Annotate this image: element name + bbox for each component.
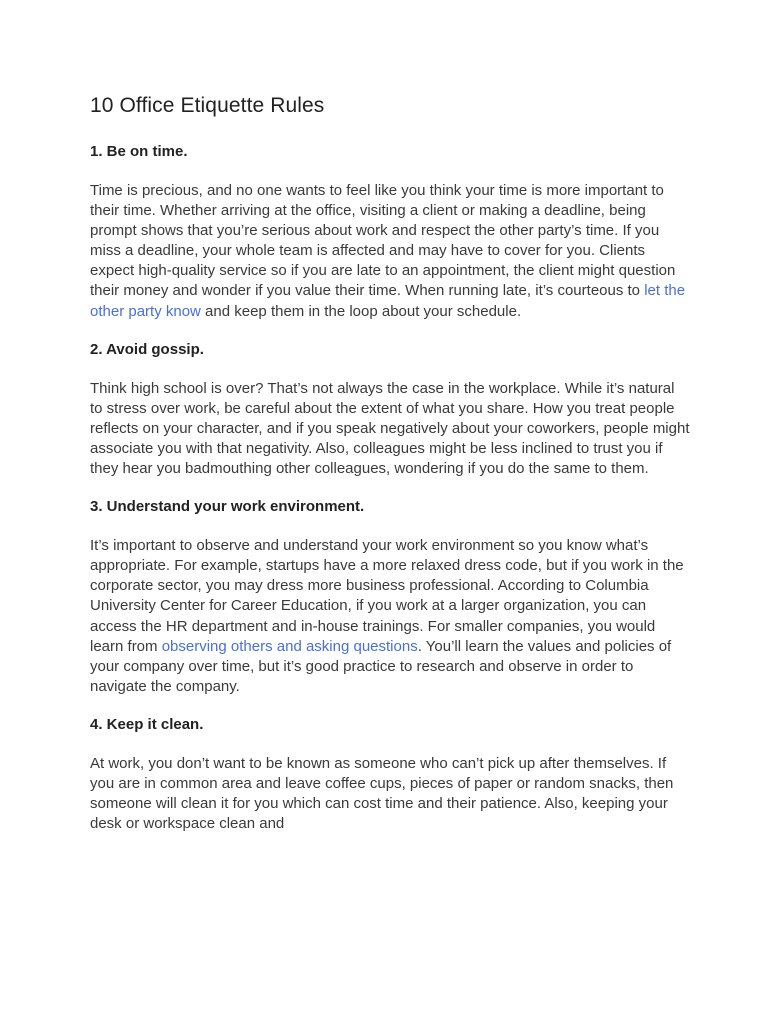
document-page: [90, 92, 690, 852]
section-keep-it-clean: [90, 715, 690, 834]
section-paragraph: [90, 181, 690, 322]
section-paragraph: [90, 536, 690, 697]
paragraph-text: Time is precious, and no one wants to feel like you think your time is more important to their time. Whether arriving at the office, visiting a client or making a deadline, being prompt shows that you’re serious about work and respect the other party’s time. If you miss a deadline, your whole team is affected and may have to cover for you. Clients expect high-quality service so if you are late to an appointment, the client might question their money and wonder if you value their time. When running late, it’s courteous to: [90, 182, 676, 300]
section-avoid-gossip: [90, 340, 690, 479]
section-heading: 4. Keep it clean.: [90, 715, 204, 733]
paragraph-text: . You’ll learn the values and policies of your company over time, but it’s good practice to research and observe in order to navigate the company.: [90, 637, 672, 695]
section-heading: 2. Avoid gossip.: [90, 340, 204, 358]
section-work-environment: [90, 497, 690, 697]
document-title: 10 Office Etiquette Rules: [90, 94, 325, 117]
section-heading: 3. Understand your work environment.: [90, 498, 365, 516]
observing-others-link[interactable]: observing others and asking questions: [161, 637, 418, 655]
section-be-on-time: [90, 142, 690, 322]
paragraph-text: and keep them in the loop about your schedule.: [200, 302, 522, 320]
section-heading: 1. Be on time.: [90, 143, 188, 160]
section-paragraph: At work, you don’t want to be known as someone who can’t pick up after themselves. If you are in common area and leave coffee cups, pieces of paper or random snacks, then someone will clean it for you which can cost time and their patience. Also, keeping your desk or workspace clean and: [90, 754, 674, 833]
paragraph-text: It’s important to observe and understand your work environment so you know what’s appropriate. For example, startups have a more relaxed dress code, but if you work in the corporate sector, you may dress more business professional. According to Columbia University Center for Career Education, if you work at a larger organization, you can access the HR department and in-house trainings. For smaller companies, you would learn from: [90, 537, 684, 655]
let-other-party-know-link[interactable]: let the other party know: [90, 282, 686, 320]
section-paragraph: Think high school is over? That’s not always the case in the workplace. While it’s natural to stress over work, be careful about the extent of what you share. How you treat people reflects on your character, and if you speak negatively about your coworkers, people might associate you with that negativity. Also, colleagues might be less inclined to trust you if they hear you badmouthing other colleagues, wondering if you do the same to them.: [90, 379, 690, 478]
